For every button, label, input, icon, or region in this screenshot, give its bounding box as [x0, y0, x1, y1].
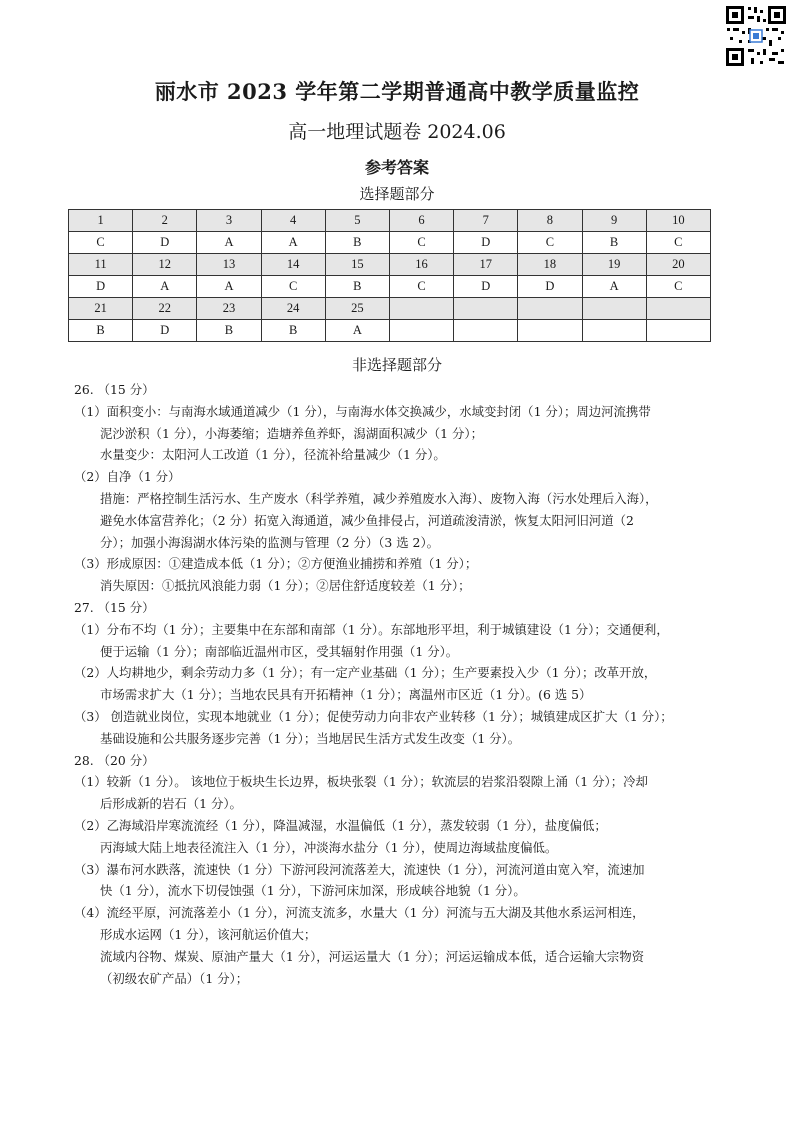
table-cell — [646, 298, 710, 320]
table-cell: 16 — [389, 254, 453, 276]
question-26-heading: 26. （15 分） — [74, 382, 155, 397]
table-cell: 24 — [261, 298, 325, 320]
table-cell: B — [261, 320, 325, 342]
table-cell: 3 — [197, 210, 261, 232]
table-cell: D — [69, 276, 133, 298]
table-cell: D — [133, 232, 197, 254]
table-cell: 25 — [325, 298, 389, 320]
q26-part2-line1: （2）自净（1 分） — [74, 469, 181, 485]
table-cell: B — [69, 320, 133, 342]
answer-row — [69, 276, 711, 298]
table-cell: 20 — [646, 254, 710, 276]
table-cell: C — [646, 232, 710, 254]
table-cell: 6 — [389, 210, 453, 232]
table-cell: 10 — [646, 210, 710, 232]
table-cell: 7 — [454, 210, 518, 232]
q27-part3-line2: 基础设施和公共服务逐步完善（1 分）；当地居民生活方式发生改变（1 分）。 — [100, 730, 521, 746]
table-cell — [518, 320, 582, 342]
answer-row — [69, 320, 711, 342]
table-cell: D — [454, 276, 518, 298]
q26-part2-line3: 避免水体富营养化；（2 分）拓宽入海通道，减少鱼排侵占，河道疏浚清淤，恢复太阳河旧河道（2 — [100, 512, 634, 528]
table-cell: A — [197, 276, 261, 298]
table-cell: 11 — [69, 254, 133, 276]
q26-part3-line1: （3）形成原因：①建造成本低（1 分）；②方便渔业捕捞和养殖（1 分）； — [74, 556, 478, 572]
table-cell: A — [325, 320, 389, 342]
table-cell: 9 — [582, 210, 646, 232]
table-cell — [389, 320, 453, 342]
table-cell: 4 — [261, 210, 325, 232]
nonchoice-answers — [74, 379, 724, 989]
table-cell: A — [582, 276, 646, 298]
q26-part1-line2: 泥沙淤积（1 分），小海萎缩；造塘养鱼养虾，潟湖面积减少（1 分）； — [100, 425, 483, 441]
table-cell: B — [197, 320, 261, 342]
q27-part3-line1: （3） 创造就业岗位，实现本地就业（1 分）；促使劳动力向非农产业转移（1 分）；城镇建成区扩大（1 分）； — [74, 708, 673, 724]
table-cell: C — [389, 232, 453, 254]
table-cell: B — [325, 232, 389, 254]
table-cell — [582, 320, 646, 342]
table-cell — [646, 320, 710, 342]
question-number-row — [69, 298, 711, 320]
q28-part2-line2: 丙海域大陆上地表径流注入（1 分），冲淡海水盐分（1 分），使周边海域盐度偏低。 — [100, 839, 558, 855]
table-cell: D — [454, 232, 518, 254]
q27-part1-line2: 便于运输（1 分）；南部临近温州市区，受其辐射作用强（1 分）。 — [100, 643, 459, 659]
answer-heading: 参考答案 — [364, 158, 429, 177]
table-cell: 1 — [69, 210, 133, 232]
table-cell: C — [646, 276, 710, 298]
table-cell: A — [197, 232, 261, 254]
table-cell: 5 — [325, 210, 389, 232]
table-cell: A — [133, 276, 197, 298]
table-cell: 8 — [518, 210, 582, 232]
table-cell: 21 — [69, 298, 133, 320]
q26-part2-line2: 措施：严格控制生活污水、生产废水（科学养殖，减少养殖废水入海）、废物入海（污水处理后入海）， — [100, 490, 658, 506]
table-cell: C — [518, 232, 582, 254]
table-cell: D — [518, 276, 582, 298]
table-cell: B — [582, 232, 646, 254]
q28-part2-line1: （2）乙海域沿岸寒流流经（1 分），降温减湿，水温偏低（1 分），蒸发较弱（1 分），盐度偏低； — [74, 817, 607, 833]
nonchoice-section-heading: 非选择题部分 — [351, 356, 442, 374]
question-number-row — [69, 254, 711, 276]
table-cell: 15 — [325, 254, 389, 276]
q26-part1-line1: （1）面积变小：与南海水域通道减少（1 分），与南海水体交换减少，水域变封闭（1 分）；周边河流携带 — [74, 403, 651, 419]
table-cell: 23 — [197, 298, 261, 320]
q28-part3-line2: 快（1 分），流水下切侵蚀强（1 分），下游河床加深，形成峡谷地貌（1 分）。 — [100, 883, 526, 899]
q26-part2-line4: 分）；加强小海潟湖水体污染的监测与管理（2 分）（3 选 2）。 — [100, 534, 440, 550]
table-cell — [454, 320, 518, 342]
table-cell: C — [261, 276, 325, 298]
question-27-heading: 27. （15 分） — [74, 599, 155, 615]
table-cell: 17 — [454, 254, 518, 276]
table-cell: B — [325, 276, 389, 298]
q27-part2-line2: 市场需求扩大（1 分）；当地农民具有开拓精神（1 分）；离温州市区近（1 分）。(6 选 5） — [100, 687, 592, 703]
table-cell — [454, 298, 518, 320]
q26-part1-line3: 水量变少：太阳河人工改道（1 分），径流补给量减少（1 分）。 — [100, 447, 446, 463]
table-cell: 22 — [133, 298, 197, 320]
q28-part4-line4: （初级农矿产品）（1 分）； — [100, 970, 249, 986]
question-number-row — [69, 210, 711, 232]
document-title: 丽水市 2023 学年第二学期普通高中教学质量监控 — [154, 79, 640, 104]
question-28-heading: 28. （20 分） — [74, 752, 155, 768]
table-cell: 12 — [133, 254, 197, 276]
table-cell — [582, 298, 646, 320]
q27-part2-line1: （2）人均耕地少，剩余劳动力多（1 分）；有一定产业基础（1 分）；生产要素投入少（1 分）；改革开放， — [74, 665, 657, 681]
qr-code-icon — [724, 4, 788, 68]
q28-part4-line1: （4）流经平原，河流落差小（1 分），河流支流多，水量大（1 分）河流与五大湖及其他水系运河相连， — [74, 905, 645, 921]
answer-row — [69, 232, 711, 254]
table-cell: 13 — [197, 254, 261, 276]
table-cell: C — [389, 276, 453, 298]
q27-part1-line1: （1）分布不均（1 分）；主要集中在东部和南部（1 分）。东部地形平坦，利于城镇建设（1 分）；交通便利， — [74, 621, 669, 637]
table-cell: C — [69, 232, 133, 254]
table-cell — [389, 298, 453, 320]
answer-table — [68, 209, 711, 342]
q28-part1-line1: （1）较新（1 分）。 该地位于板块生长边界，板块张裂（1 分）；软流层的岩浆沿裂隙上涌（1 分）；冷却 — [74, 774, 648, 790]
table-cell: 18 — [518, 254, 582, 276]
choice-section-heading: 选择题部分 — [359, 185, 435, 203]
table-cell: 2 — [133, 210, 197, 232]
table-cell: 19 — [582, 254, 646, 276]
q28-part4-line3: 流域内谷物、煤炭、原油产量大（1 分），河运运量大（1 分）；河运运输成本低，适合运输大宗物资 — [100, 948, 645, 964]
table-cell: A — [261, 232, 325, 254]
q26-part3-line2: 消失原因：①抵抗风浪能力弱（1 分）；②居住舒适度较差（1 分）； — [100, 578, 471, 594]
q28-part1-line2: 后形成新的岩石（1 分）。 — [100, 796, 242, 812]
document-subtitle: 高一地理试题卷 2024.06 — [288, 121, 506, 143]
table-cell — [518, 298, 582, 320]
q28-part3-line1: （3）瀑布河水跌落，流速快（1 分）下游河段河流落差大，流速快（1 分），河流河道由宽入窄，流速加 — [74, 861, 645, 877]
q28-part4-line2: 形成水运网（1 分），该河航运价值大； — [100, 926, 317, 942]
table-cell: D — [133, 320, 197, 342]
table-cell: 14 — [261, 254, 325, 276]
